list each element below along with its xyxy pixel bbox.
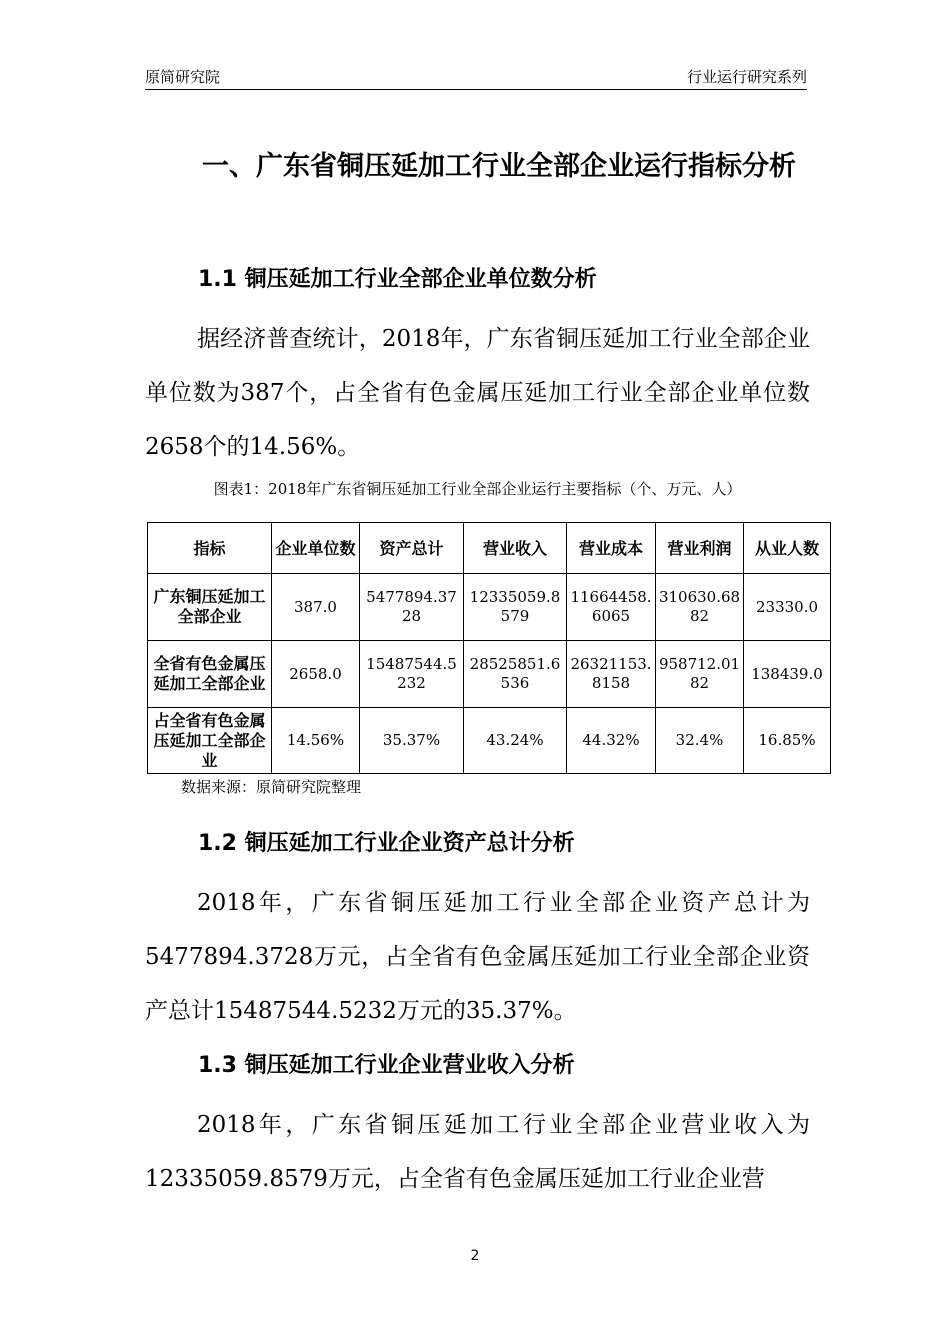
header-org-name: 原简研究院: [145, 68, 221, 86]
table-cell: 310630.6882: [656, 574, 744, 641]
section-heading-1-3: 1.3 铜压延加工行业企业营业收入分析: [198, 1053, 575, 1078]
table-row: [148, 641, 831, 708]
table-cell: 5477894.3728: [360, 574, 464, 641]
table-cell: 14.56%: [272, 708, 360, 774]
table-row-label: 全省有色金属压延加工全部企业: [148, 641, 272, 708]
table-header-cell: 从业人数: [744, 523, 831, 574]
table-source-note: 数据来源：原简研究院整理: [181, 778, 362, 796]
header-divider: [145, 89, 807, 90]
table-row-label: 广东铜压延加工全部企业: [148, 574, 272, 641]
table-header-cell: 营业利润: [656, 523, 744, 574]
section-paragraph-1-3: 2018年，广东省铜压延加工行业全部企业营业收入为12335059.8579万元，占全省有色金属压延加工行业企业营: [145, 1112, 810, 1192]
table-caption: 图表1：2018年广东省铜压延加工行业全部企业运行主要指标（个、万元、人）: [213, 480, 742, 498]
page-number: 2: [470, 1248, 480, 1264]
section-heading-1-2: 1.2 铜压延加工行业企业资产总计分析: [198, 831, 575, 856]
table-cell: 12335059.8579: [464, 574, 567, 641]
table-cell: 138439.0: [744, 641, 831, 708]
table-header-cell: 指标: [148, 523, 272, 574]
table-header-cell: 企业单位数: [272, 523, 360, 574]
table-row-label: 占全省有色金属压延加工全部企业: [148, 708, 272, 774]
section-paragraph-1-2: 2018年，广东省铜压延加工行业全部企业资产总计为5477894.3728万元，占全省有色金属压延加工行业全部企业资产总计15487544.5232万元的35.37%。: [145, 890, 810, 1024]
table-cell: 26321153.8158: [567, 641, 656, 708]
table-header-cell: 营业成本: [567, 523, 656, 574]
table-header-cell: 营业收入: [464, 523, 567, 574]
table-cell: 16.85%: [744, 708, 831, 774]
table-cell: 958712.0182: [656, 641, 744, 708]
table-cell: 35.37%: [360, 708, 464, 774]
section-heading-1-1: 1.1 铜压延加工行业全部企业单位数分析: [198, 267, 597, 292]
table-row: [148, 574, 831, 641]
table-cell: 23330.0: [744, 574, 831, 641]
chapter-title: 一、广东省铜压延加工行业全部企业运行指标分析: [202, 151, 796, 182]
table-cell: 28525851.6536: [464, 641, 567, 708]
table-cell: 387.0: [272, 574, 360, 641]
header-series-name: 行业运行研究系列: [686, 68, 807, 86]
indicator-table: [147, 522, 831, 774]
table-cell: 43.24%: [464, 708, 567, 774]
table-cell: 11664458.6065: [567, 574, 656, 641]
table-header-cell: 资产总计: [360, 523, 464, 574]
table-cell: 15487544.5232: [360, 641, 464, 708]
table-cell: 2658.0: [272, 641, 360, 708]
table-header-row: [148, 523, 831, 574]
table-row: [148, 708, 831, 774]
table-cell: 32.4%: [656, 708, 744, 774]
table-cell: 44.32%: [567, 708, 656, 774]
section-paragraph-1-1: 据经济普查统计，2018年，广东省铜压延加工行业全部企业单位数为387个，占全省有色金属压延加工行业全部企业单位数2658个的14.56%。: [145, 326, 810, 460]
